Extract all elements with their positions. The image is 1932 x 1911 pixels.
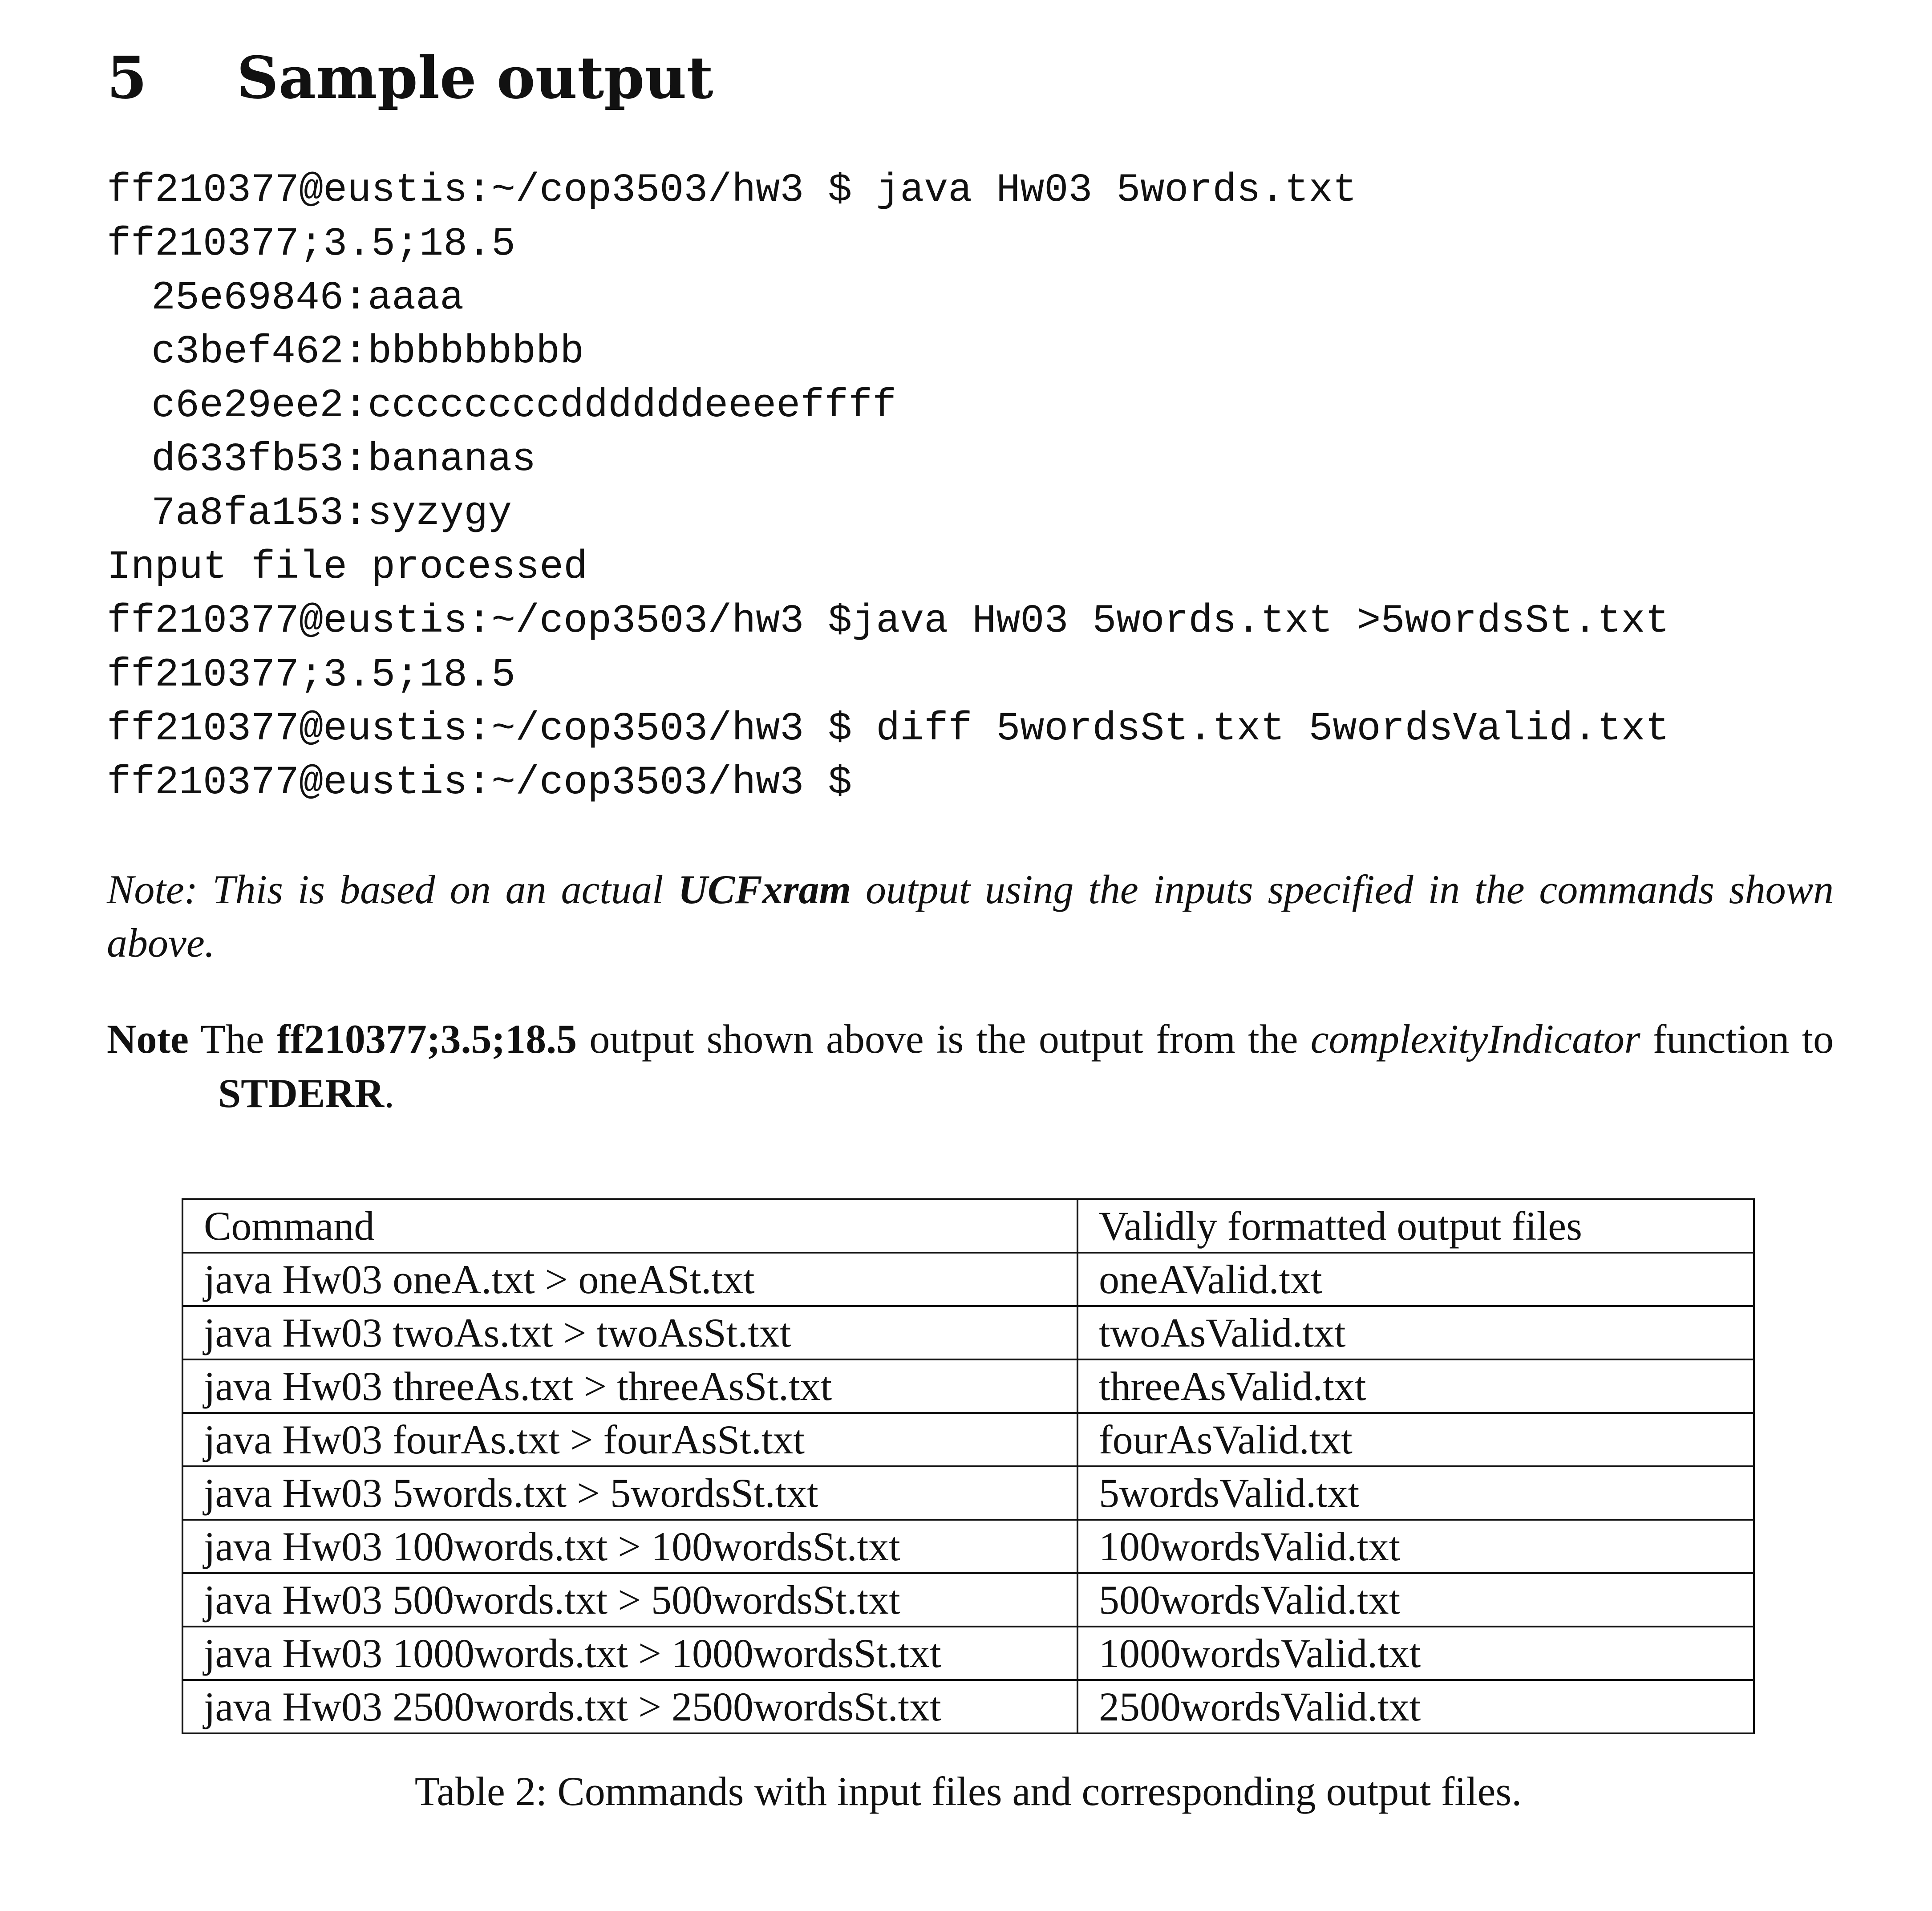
output-file-cell: threeAsValid.txt [1077, 1359, 1754, 1413]
output-file-cell: 5wordsValid.txt [1077, 1466, 1754, 1520]
output-file-cell: 100wordsValid.txt [1077, 1520, 1754, 1573]
note-text-4: . [384, 1071, 395, 1116]
table-row [182, 1573, 1754, 1627]
note-text-2: output shown above is the output from the [577, 1016, 1311, 1062]
note-emphasis: UCFxram [678, 867, 851, 912]
table-row [182, 1253, 1754, 1306]
terminal-line: 25e69846:aaaa [151, 276, 464, 321]
note-stream: STDERR [218, 1071, 385, 1116]
command-cell: java Hw03 twoAs.txt > twoAsSt.txt [182, 1306, 1077, 1359]
terminal-line: c6e29ee2:ccccccccddddddeeeeffff [151, 383, 897, 429]
command-cell: java Hw03 2500words.txt > 2500wordsSt.txt [182, 1680, 1077, 1733]
command-cell: java Hw03 100words.txt > 100wordsSt.txt [182, 1520, 1077, 1573]
table-container [182, 1198, 1755, 1734]
table-row [182, 1413, 1754, 1466]
table-row [182, 1520, 1754, 1573]
section-heading [107, 44, 1834, 112]
note-text-before: Note: This is based on an actual [107, 867, 678, 912]
header-command: Command [182, 1199, 1077, 1253]
note-stderr [107, 1012, 1834, 1120]
table-row [182, 1466, 1754, 1520]
commands-table [182, 1198, 1755, 1734]
note-text-3: function to [1640, 1016, 1834, 1062]
note-actual-output [107, 863, 1834, 970]
terminal-line: ff210377@eustis:~/cop3503/hw3 $ diff 5wordsSt.txt 5wordsValid.txt [107, 706, 1669, 752]
output-file-cell: 1000wordsValid.txt [1077, 1627, 1754, 1680]
table-header-row [182, 1199, 1754, 1253]
terminal-line: ff210377;3.5;18.5 [107, 653, 516, 698]
table-row [182, 1306, 1754, 1359]
command-cell: java Hw03 1000words.txt > 1000wordsSt.txt [182, 1627, 1077, 1680]
table-body [182, 1253, 1754, 1733]
command-cell: java Hw03 500words.txt > 500wordsSt.txt [182, 1573, 1077, 1627]
table-row [182, 1359, 1754, 1413]
table-row [182, 1680, 1754, 1733]
command-cell: java Hw03 oneA.txt > oneASt.txt [182, 1253, 1077, 1306]
note-text-1: The [188, 1016, 277, 1062]
terminal-line: ff210377;3.5;18.5 [107, 222, 516, 267]
section-title: Sample output [237, 44, 713, 112]
output-file-cell: oneAValid.txt [1077, 1253, 1754, 1306]
terminal-line: d633fb53:bananas [151, 437, 536, 483]
terminal-output [107, 164, 1834, 810]
command-cell: java Hw03 threeAs.txt > threeAsSt.txt [182, 1359, 1077, 1413]
note-label: Note [107, 1016, 189, 1062]
table-row [182, 1627, 1754, 1680]
output-file-cell: fourAsValid.txt [1077, 1413, 1754, 1466]
note-code: ff210377;3.5;18.5 [276, 1016, 577, 1062]
command-cell: java Hw03 5words.txt > 5wordsSt.txt [182, 1466, 1077, 1520]
terminal-line: c3bef462:bbbbbbbbb [151, 329, 584, 375]
output-file-cell: 500wordsValid.txt [1077, 1573, 1754, 1627]
command-cell: java Hw03 fourAs.txt > fourAsSt.txt [182, 1413, 1077, 1466]
note-text-after: output using the inputs specified in the commands shown above. [107, 867, 1834, 966]
terminal-line: ff210377@eustis:~/cop3503/hw3 $ java Hw03 5words.txt [107, 168, 1357, 213]
terminal-line: 7a8fa153:syzygy [151, 491, 512, 536]
section-number: 5 [107, 44, 147, 112]
document-page [107, 44, 1834, 1815]
terminal-line: Input file processed [107, 545, 588, 590]
header-output-files: Validly formatted output files [1077, 1199, 1754, 1253]
terminal-line: ff210377@eustis:~/cop3503/hw3 $ [107, 760, 852, 806]
table-caption: Table 2: Commands with input files and corresponding output files. [414, 1769, 1522, 1814]
output-file-cell: twoAsValid.txt [1077, 1306, 1754, 1359]
note-function-name: complexityIndicator [1310, 1016, 1640, 1062]
output-file-cell: 2500wordsValid.txt [1077, 1680, 1754, 1733]
terminal-line: ff210377@eustis:~/cop3503/hw3 $java Hw03 5words.txt >5wordsSt.txt [107, 599, 1669, 644]
